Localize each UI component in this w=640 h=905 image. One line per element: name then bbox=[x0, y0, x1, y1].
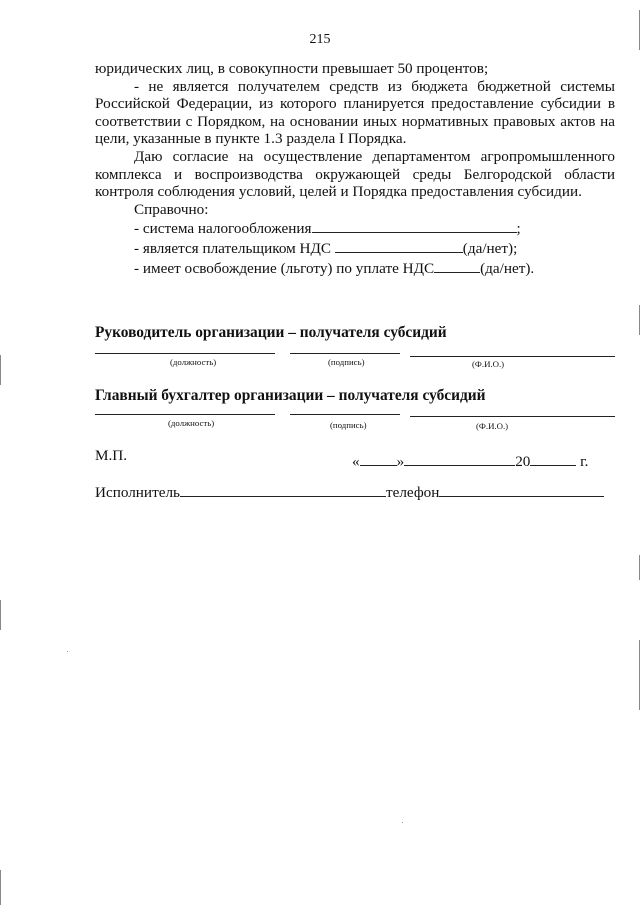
scan-edge-mark bbox=[0, 870, 1, 905]
accountant-signature-title: Главный бухгалтер организации – получателя субсидий bbox=[95, 387, 486, 404]
stamp-label: М.П. bbox=[95, 447, 128, 464]
accountant-caption-position: (должность) bbox=[168, 418, 215, 428]
date-row: « » 20 г. bbox=[352, 453, 589, 470]
scan-edge-mark bbox=[0, 600, 1, 630]
scan-edge-mark bbox=[0, 355, 1, 385]
head-signature-title: Руководитель организации – получателя субсидий bbox=[95, 324, 447, 341]
head-position-line bbox=[95, 353, 275, 354]
head-caption-signature: (подпись) bbox=[328, 357, 365, 367]
scan-dust bbox=[402, 822, 403, 823]
reference-vat-payer: - является плательщиком НДС (да/нет); bbox=[134, 239, 518, 257]
head-name-line bbox=[410, 356, 615, 357]
vat-payer-blank bbox=[335, 238, 463, 253]
accountant-signature-line bbox=[290, 414, 400, 415]
reference-vat-exempt: - имеет освобождение (льготу) по уплате НДС (да/нет). bbox=[134, 259, 535, 277]
year-blank bbox=[530, 451, 576, 466]
paragraph-not-recipient: - не является получателем средств из бюджета бюджетной системы Российской Федерации, из которого планируется предоставление субсидии в соответствии с Порядком, на основании иных нормативных правовых актов на цели, указанные в пункте 1.3 раздела I Порядка. bbox=[95, 77, 615, 148]
page-number: 215 bbox=[309, 32, 331, 47]
accountant-caption-signature: (подпись) bbox=[330, 420, 367, 430]
accountant-caption-name: (Ф.И.О.) bbox=[476, 421, 509, 431]
phone-blank bbox=[439, 482, 604, 497]
head-caption-name: (Ф.И.О.) bbox=[472, 359, 505, 369]
vat-exempt-blank bbox=[434, 258, 480, 273]
body-text bbox=[95, 60, 615, 277]
day-blank bbox=[360, 451, 397, 466]
tax-system-blank bbox=[312, 218, 517, 233]
accountant-name-line bbox=[410, 416, 615, 417]
month-blank bbox=[404, 451, 515, 466]
paragraph-continuation: юридических лиц, в совокупности превышает 50 процентов; bbox=[95, 60, 489, 77]
paragraph-consent: Даю согласие на осуществление департаментом агропромышленного комплекса и воспроизводства окружающей среды Белгородской области контроля соблюдения условий, целей и Порядка предоставления субсидии. bbox=[95, 147, 615, 201]
head-caption-position: (должность) bbox=[170, 357, 217, 367]
accountant-position-line bbox=[95, 414, 275, 415]
head-signature-line bbox=[290, 353, 400, 354]
executor-blank bbox=[180, 482, 386, 497]
executor-row: Исполнитель телефон bbox=[95, 482, 604, 502]
scan-dust bbox=[67, 651, 68, 652]
reference-tax-system: - система налогообложения ; bbox=[134, 220, 521, 238]
reference-title: Справочно: bbox=[134, 200, 209, 218]
